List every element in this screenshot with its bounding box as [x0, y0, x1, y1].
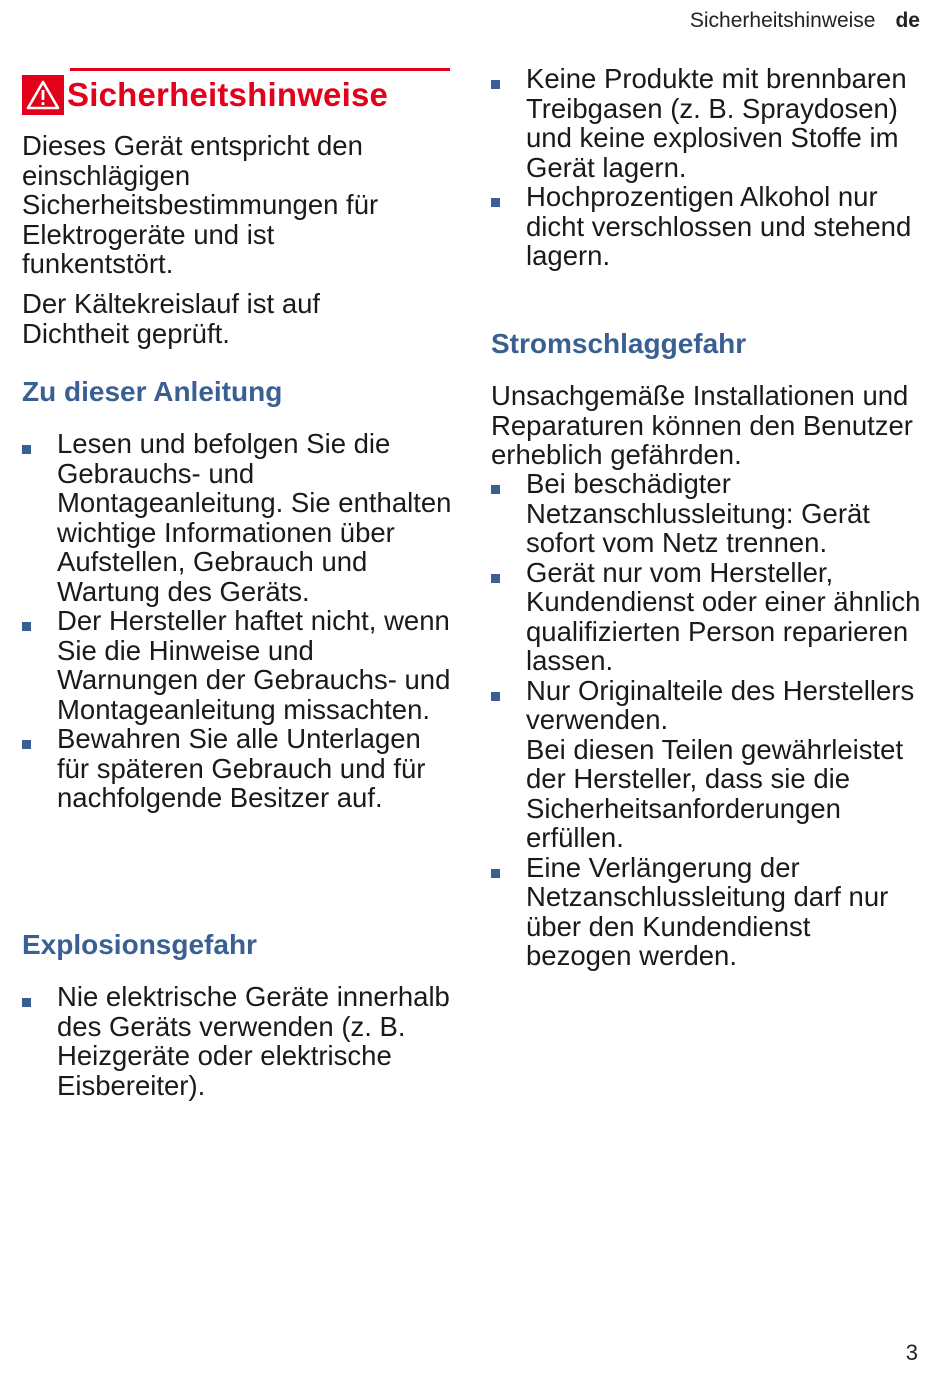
explosion-list-right: [491, 64, 921, 271]
list-item: Hochprozentigen Alkohol nur dicht verschlossen und stehend lagern.: [491, 182, 921, 271]
page-title: Sicherheitshinweise: [67, 76, 389, 113]
list-item: Gerät nur vom Hersteller, Kundendienst oder einer ähnlich qualifizierten Person reparieren lassen.: [491, 558, 921, 676]
heading-zu-dieser-anleitung: Zu dieser Anleitung: [22, 376, 283, 407]
list-item-text: Nur Originalteile des Herstellers verwenden.: [526, 674, 915, 735]
heading-explosionsgefahr: Explosionsgefahr: [22, 929, 257, 960]
intro-paragraph: Dieses Gerät entspricht den einschlägigen Sicherheitsbestimmungen für Elektrogeräte und ist funkentstört.: [22, 130, 379, 279]
warning-triangle-icon: [22, 75, 64, 115]
page-number: 3: [905, 1340, 918, 1365]
list-item: Der Hersteller haftet nicht, wenn Sie die Hinweise und Warnungen der Gebrauchs- und Montageanleitung missachten.: [22, 606, 452, 724]
running-header: [690, 9, 920, 33]
header-section-title: Sicherheitshinweise: [689, 9, 876, 32]
list-item: Keine Produkte mit brennbaren Treibgasen (z. B. Spraydosen) und keine explosiven Stoffe im Gerät lagern.: [491, 64, 921, 182]
list-item: Eine Verlängerung der Netzanschlussleitung darf nur über den Kundendienst bezogen werden.: [491, 853, 921, 971]
list-item: [491, 676, 921, 853]
list-item: Lesen und befolgen Sie die Gebrauchs- und Montageanleitung. Sie enthalten wichtige Informationen über Aufstellen, Gebrauch und Wartung des Geräts.: [22, 429, 452, 606]
header-language-code: de: [895, 9, 920, 32]
list-item-note: Bei diesen Teilen gewährleistet der Hersteller, dass sie die Sicherheitsanforderungen erfüllen.: [526, 733, 904, 853]
title-rule: [70, 68, 450, 71]
list-item: Bewahren Sie alle Unterlagen für späteren Gebrauch und für nachfolgende Besitzer auf.: [22, 724, 452, 813]
stromschlag-list: [491, 469, 921, 971]
intro-paragraph: Der Kältekreislauf ist auf Dichtheit geprüft.: [22, 288, 321, 349]
list-item: Nie elektrische Geräte innerhalb des Geräts verwenden (z. B. Heizgeräte oder elektrische Eisbereiter).: [22, 982, 452, 1100]
section-title-block: [22, 68, 450, 115]
list-item: Bei beschädigter Netzanschlussleitung: Gerät sofort vom Netz trennen.: [491, 469, 921, 558]
heading-stromschlaggefahr: Stromschlaggefahr: [491, 328, 747, 359]
anleitung-list: [22, 429, 452, 813]
explosion-list-left: [22, 982, 452, 1100]
stromschlag-intro: Unsachgemäße Installationen und Reparaturen können den Benutzer erheblich gefährden.: [491, 380, 913, 470]
